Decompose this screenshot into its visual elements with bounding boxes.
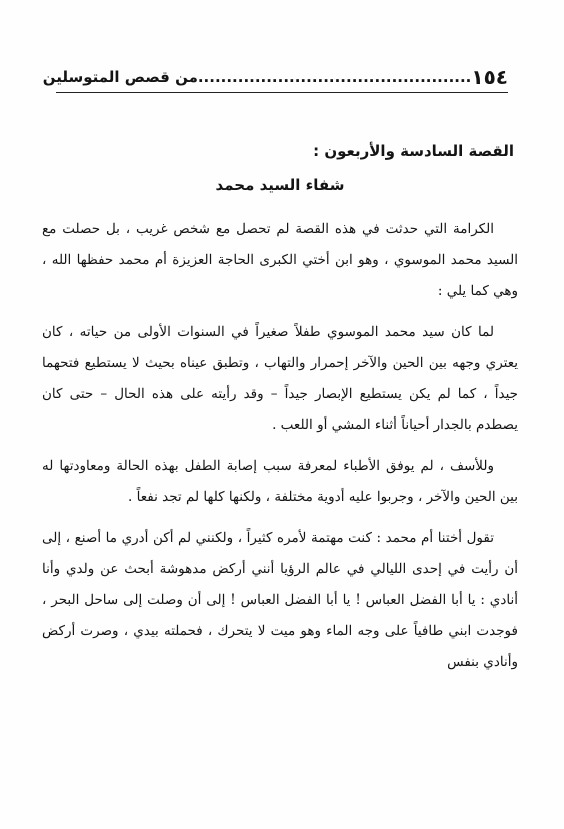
paragraph-dream: تقول أختنا أم محمد : كنت مهتمة لأمره كثيراً ، ولكنني لم أكن أدري ما أصنع ، إلى أن رأيت في إحدى الليالي في عالم الرؤيا أنني أركض مدهوشة أبحث عن ولدي وأنا أنادي : يا أبا الفضل العباس ! يا أبا الفضل العباس ! إلى أن وصلت إلى ساحل البحر ، فوجدت ابني طافياً على وجه الماء وهو ميت لا يتحرك ، فحملته بيدي ، وصرت أركض وأنادي بنفس <box>42 530 518 670</box>
paragraph-doctors: وللأسف ، لم يوفق الأطباء لمعرفة سبب إصابة الطفل بهذه الحالة ومعاودتها له بين الحين والآخر ، وجربوا عليه أدوية مختلفة ، ولكنها كلها لم تجد نفعاً . <box>42 458 518 505</box>
page-number: ١٥٤ <box>471 65 508 89</box>
header-rule <box>56 92 508 93</box>
paragraph-condition: لما كان سيد محمد الموسوي طفلاً صغيراً في السنوات الأولى من حياته ، كان يعتري وجهه بين الحين والآخر إحمرار والتهاب ، وتطبق عيناه بحيث لا يستطيع فتحهما جيداً ، كما لم يكن يستطيع الإبصار جيداً – وقد رأيته على هذه الحال – حتى كان يصطدم بالجدار أحياناً أثناء المشي أو اللعب . <box>42 324 518 433</box>
running-header <box>42 62 508 89</box>
paragraph-intro: الكرامة التي حدثت في هذه القصة لم تحصل مع شخص غريب ، بل حصلت مع السيد محمد الموسوي ، وهو ابن أختي الكبرى الحاجة العزيزة أم محمد حفظها الله ، وهي كما يلي : <box>42 221 518 299</box>
page-body <box>42 138 518 688</box>
running-title: ................................................من قصص المتوسلين <box>42 68 472 86</box>
story-heading: القصة السادسة والأربعون : <box>313 142 514 160</box>
story-title: شفاء السيد محمد <box>215 176 345 194</box>
